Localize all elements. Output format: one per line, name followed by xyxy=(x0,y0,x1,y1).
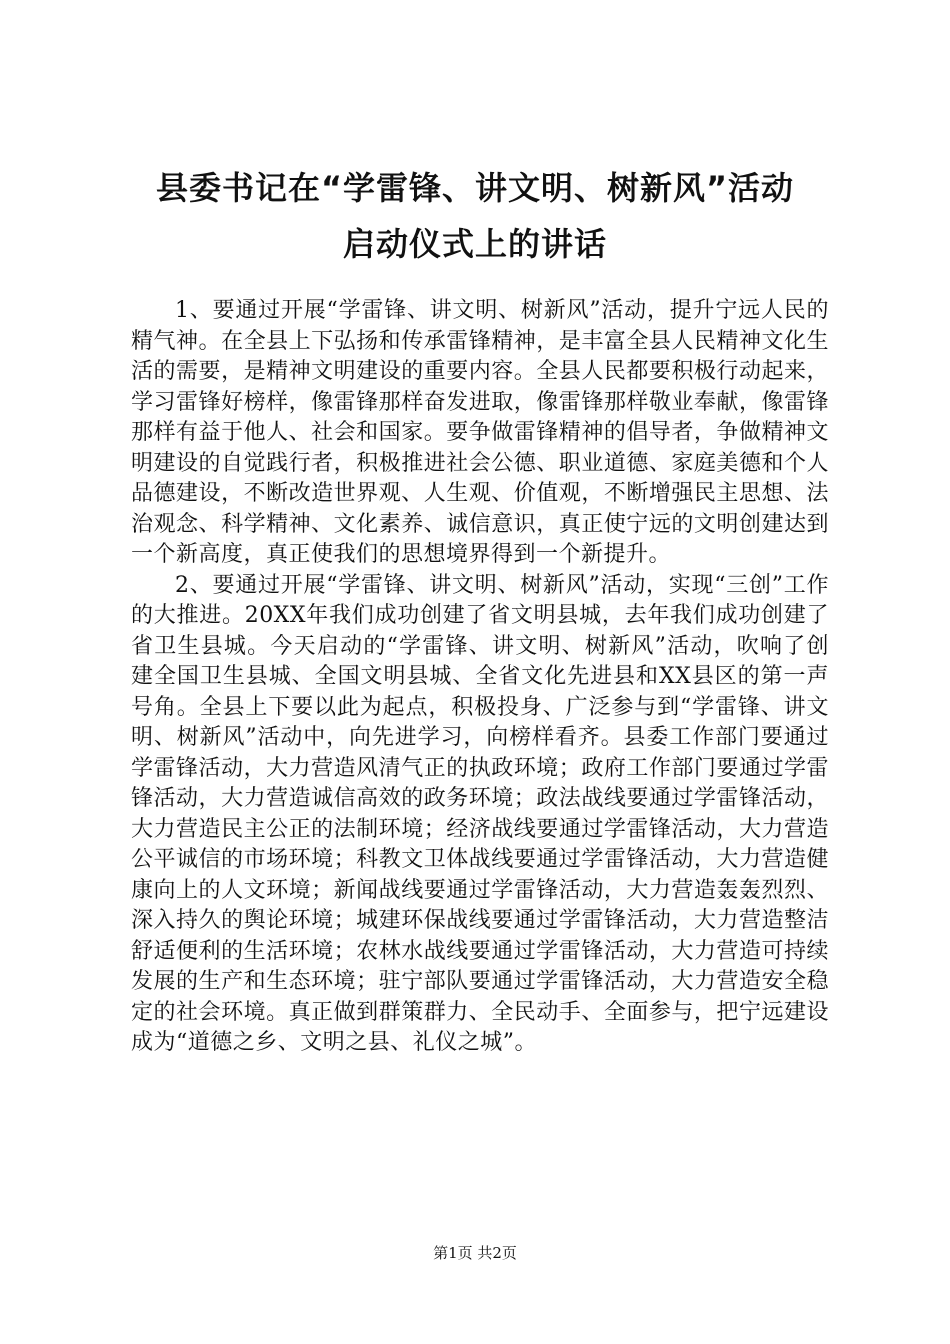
document-body xyxy=(131,296,829,1059)
paragraph-2: 2、要通过开展“学雷锋、讲文明、树新风”活动，实现“三创”工作的大推进。20XX年我们成功创建了省文明县城，去年我们成功创建了省卫生县城。今天启动的“学雷锋、讲文明、树新风”活动，吹响了创建全国卫生县城、全国文明县城、全省文化先进县和XX县区的第一声号角。全县上下要以此为起点，积极投身、广泛参与到“学雷锋、讲文明、树新风”活动中，向先进学习，向榜样看齐。县委工作部门要通过学雷锋活动，大力营造风清气正的执政环境；政府工作部门要通过学雷锋活动，大力营造诚信高效的政务环境；政法战线要通过学雷锋活动，大力营造民主公正的法制环境；经济战线要通过学雷锋活动，大力营造公平诚信的市场环境；科教文卫体战线要通过学雷锋活动，大力营造健康向上的人文环境；新闻战线要通过学雷锋活动，大力营造轰轰烈烈、深入持久的舆论环境；城建环保战线要通过学雷锋活动，大力营造整洁舒适便利的生活环境；农林水战线要通过学雷锋活动，大力营造可持续发展的生产和生态环境；驻宁部队要通过学雷锋活动，大力营造安全稳定的社会环境。真正做到群策群力、全民动手、全面参与，把宁远建设成为“道德之乡、文明之县、礼仪之城”。 xyxy=(131,572,829,1055)
document-title-line-2: 启动仪式上的讲话 xyxy=(342,225,607,263)
page-footer: 第1页 共2页 xyxy=(433,1244,517,1262)
document-title-line-1: 县委书记在“学雷锋、讲文明、树新风”活动 xyxy=(155,169,795,207)
paragraph-1: 1、要通过开展“学雷锋、讲文明、树新风”活动，提升宁远人民的精气神。在全县上下弘扬和传承雷锋精神，是丰富全县人民精神文化生活的需要，是精神文明建设的重要内容。全县人民都要积极行动起来，学习雷锋好榜样，像雷锋那样奋发进取，像雷锋那样敬业奉献，像雷锋那样有益于他人、社会和国家。要争做雷锋精神的倡导者，争做精神文明建设的自觉践行者，积极推进社会公德、职业道德、家庭美德和个人品德建设，不断改造世界观、人生观、价值观，不断增强民主思想、法治观念、科学精神、文化素养、诚信意识，真正使宁远的文明创建达到一个新高度，真正使我们的思想境界得到一个新提升。 xyxy=(131,298,829,567)
